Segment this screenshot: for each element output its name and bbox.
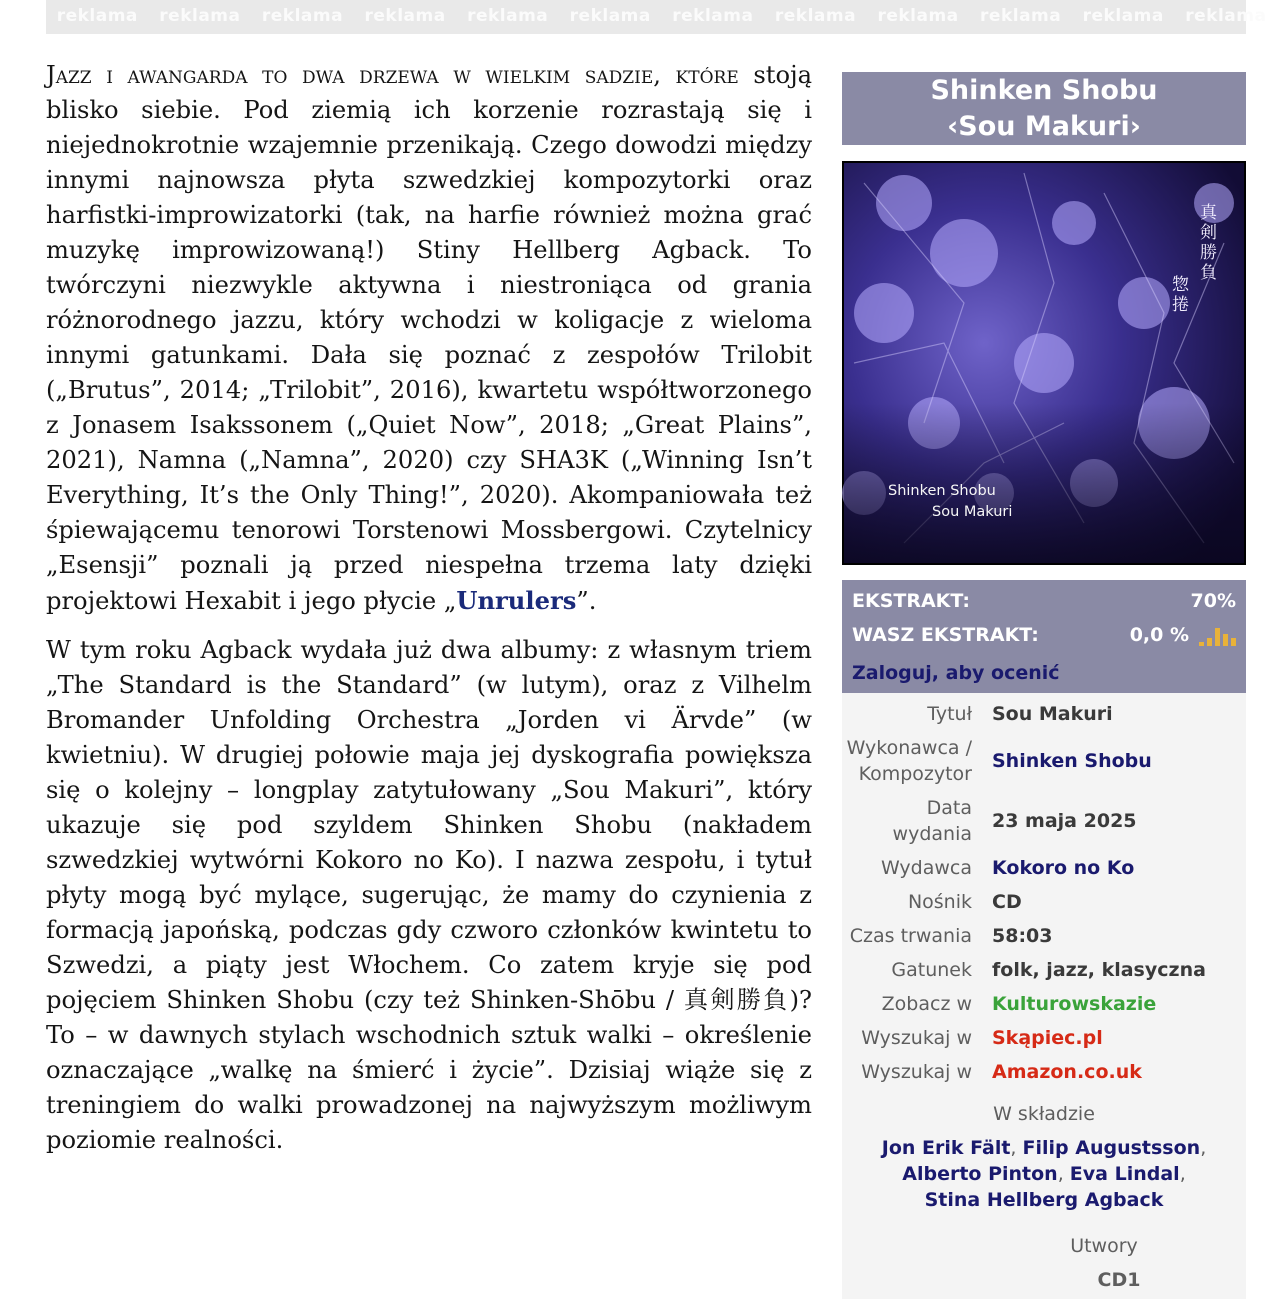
user-ekstrakt-row bbox=[852, 618, 1236, 652]
info-label: Zobacz w bbox=[881, 993, 972, 1015]
article-paragraph-2: W tym roku Agback wydała już dwa albumy: z własnym triem „The Standard is the Standard” (w lutym), oraz z Vilhelm Bromander Unfolding Orchestra „Jorden vi Ärvde” (w kwietniu). W drugiej połowie maja jej dyskografia powiększa się o kolejny – longplay zatytułowany „Sou Makuri”, który ukazuje się pod szyldem Shinken Shobu (nakładem szwedzkiej wytwórni Kokoro no Ko). I nazwa zespołu, i tytuł płyty mogą być mylące, sugerując, że mamy do czynienia z formacją japońską, podczas gdy czworo członków kwintetu to Szwedzi, a piąty jest Włochem. Co zatem kryje się pod pojęciem Shinken Shobu (czy też Shinken-Shōbu / 真剣勝負)? To – w dawnych stylach wschodnich sztuk walki – określenie oznaczające „walkę na śmierć i życie”. Dzisiaj wiąże się z treningiem do walki prowadzonej na najwyższym możliwym poziomie realności. bbox=[46, 636, 812, 1154]
member-separator: , bbox=[1200, 1137, 1207, 1159]
ad-word: reklama bbox=[1185, 6, 1267, 26]
ekstrakt-row bbox=[852, 584, 1236, 618]
info-row bbox=[842, 953, 1246, 987]
album-cover bbox=[842, 161, 1246, 565]
info-label: Tytuł bbox=[927, 703, 972, 725]
article-body bbox=[46, 58, 812, 1172]
info-value[interactable]: Kulturowskazie bbox=[992, 993, 1157, 1015]
info-label: Czas trwania bbox=[849, 925, 972, 947]
article-paragraph-1 bbox=[46, 58, 812, 619]
cover-kanji-column-2: 惣捲 bbox=[1168, 275, 1188, 315]
member-link[interactable]: Stina Hellberg Agback bbox=[924, 1189, 1164, 1211]
member-link[interactable]: Filip Augustsson bbox=[1022, 1137, 1201, 1159]
rating-box bbox=[842, 580, 1246, 693]
ad-word: reklama bbox=[569, 6, 651, 26]
ad-word: reklama bbox=[774, 6, 857, 26]
ad-banner[interactable] bbox=[46, 0, 1267, 34]
ad-word: reklama bbox=[159, 6, 241, 26]
info-value: 58:03 bbox=[992, 925, 1053, 947]
album-sidebar bbox=[842, 72, 1246, 1299]
member-link[interactable]: Jon Erik Fält bbox=[881, 1137, 1011, 1159]
cover-credit-artist: Shinken Shobu bbox=[888, 483, 996, 499]
cover-credit-album: Sou Makuri bbox=[932, 504, 1013, 520]
cover-kanji-column-1: 真剣勝負 bbox=[1196, 203, 1216, 283]
member-separator: , bbox=[1179, 1163, 1186, 1185]
member-separator: , bbox=[1057, 1163, 1070, 1185]
info-row bbox=[842, 1021, 1246, 1055]
lineup-members bbox=[842, 1135, 1246, 1213]
info-row bbox=[842, 919, 1246, 953]
info-value[interactable]: Kokoro no Ko bbox=[992, 857, 1135, 879]
paragraph-text: stoją blisko siebie. Pod ziemią ich korzenie rozrastają się i niejednokrotnie wzajemnie przenikają. Czego dowodzi między innymi najnowsza płyta szwedzkiej kompozytorki oraz harfistki-improwizatorki (tak, na harfie również można grać muzykę improwizowaną!) Stiny Hellberg Agback. To twórczyni niezwykle aktywna i niestroniąca od grania różnorodnego jazzu, który wchodzi w koligacje z wieloma innymi gatunkami. Dała się poznać z zespołów Trilobit („Brutus”, 2014; „Trilobit”, 2016), kwartetu współtworzonego z Jonasem Isakssonem („Quiet Now”, 2018; „Great Plains”, 2021), Namna („Namna”, 2020) czy SHA3K („Winning Isn’t Everything, It’s the Only Thing!”, 2020). Akompaniowała też śpiewającemu tenorowi Torstenowi Mossbergowi. Czytelnicy „Esensji” poznali ją przed niespełna trzema laty dzięki projektowi Hexabit i jego płycie „ bbox=[46, 61, 812, 615]
ad-word: reklama bbox=[261, 6, 344, 26]
info-row bbox=[842, 697, 1246, 731]
ad-word: reklama bbox=[877, 6, 959, 26]
info-label: Wykonawca / Kompozytor bbox=[846, 737, 972, 785]
lineup-heading: W składzie bbox=[993, 1103, 1095, 1125]
cover-credit bbox=[888, 481, 1012, 523]
info-value: 23 maja 2025 bbox=[992, 810, 1137, 832]
info-value[interactable]: Skąpiec.pl bbox=[992, 1027, 1103, 1049]
info-label: Wydawca bbox=[880, 857, 972, 879]
cd1-heading: CD1 bbox=[1097, 1269, 1141, 1291]
info-row bbox=[842, 851, 1246, 885]
ad-word: reklama bbox=[672, 6, 754, 26]
ad-word: reklama bbox=[980, 6, 1062, 26]
member-link[interactable]: Eva Lindal bbox=[1069, 1163, 1180, 1185]
info-row bbox=[842, 885, 1246, 919]
tracks-heading: Utwory bbox=[1070, 1235, 1138, 1257]
info-row bbox=[842, 987, 1246, 1021]
info-value: folk, jazz, klasyczna bbox=[992, 959, 1206, 981]
info-label: Gatunek bbox=[891, 959, 972, 981]
album-info-table bbox=[842, 697, 1246, 1089]
ad-word: reklama bbox=[56, 6, 138, 26]
artist-name: Shinken Shobu bbox=[930, 75, 1158, 106]
ad-word: reklama bbox=[364, 6, 446, 26]
info-row bbox=[842, 731, 1246, 791]
info-label: Nośnik bbox=[907, 891, 972, 913]
info-label: Wyszukaj w bbox=[861, 1027, 972, 1049]
ekstrakt-label: EKSTRAKT: bbox=[852, 590, 970, 612]
member-separator: , bbox=[1010, 1137, 1023, 1159]
info-row bbox=[842, 1055, 1246, 1089]
user-ekstrakt-value: 0,0 % bbox=[1129, 624, 1189, 646]
info-value: Sou Makuri bbox=[992, 703, 1113, 725]
member-link[interactable]: Alberto Pinton bbox=[902, 1163, 1058, 1185]
info-value[interactable]: Shinken Shobu bbox=[992, 750, 1152, 772]
info-row bbox=[842, 791, 1246, 851]
paragraph-end: ”. bbox=[576, 587, 597, 615]
lead-smallcaps: Jazz i awangarda to dwa drzewa w wielkim sadzie, które bbox=[46, 61, 739, 89]
info-label: Data wydania bbox=[892, 797, 972, 845]
album-name: ‹Sou Makuri› bbox=[947, 111, 1141, 142]
ad-word: reklama bbox=[1082, 6, 1164, 26]
album-title-header bbox=[842, 72, 1246, 145]
ad-word: reklama bbox=[467, 6, 549, 26]
album-info-box bbox=[842, 693, 1246, 1299]
user-ekstrakt-label: WASZ EKSTRAKT: bbox=[852, 624, 1039, 646]
info-value: CD bbox=[992, 891, 1022, 913]
ekstrakt-value: 70% bbox=[1190, 590, 1236, 612]
info-label: Wyszukaj w bbox=[861, 1061, 972, 1083]
unrulers-link[interactable]: Unrulers bbox=[456, 586, 577, 615]
login-to-rate-link[interactable]: Zaloguj, aby ocenić bbox=[852, 662, 1060, 684]
info-value[interactable]: Amazon.co.uk bbox=[992, 1061, 1142, 1083]
rating-histogram-icon[interactable] bbox=[1199, 626, 1236, 646]
